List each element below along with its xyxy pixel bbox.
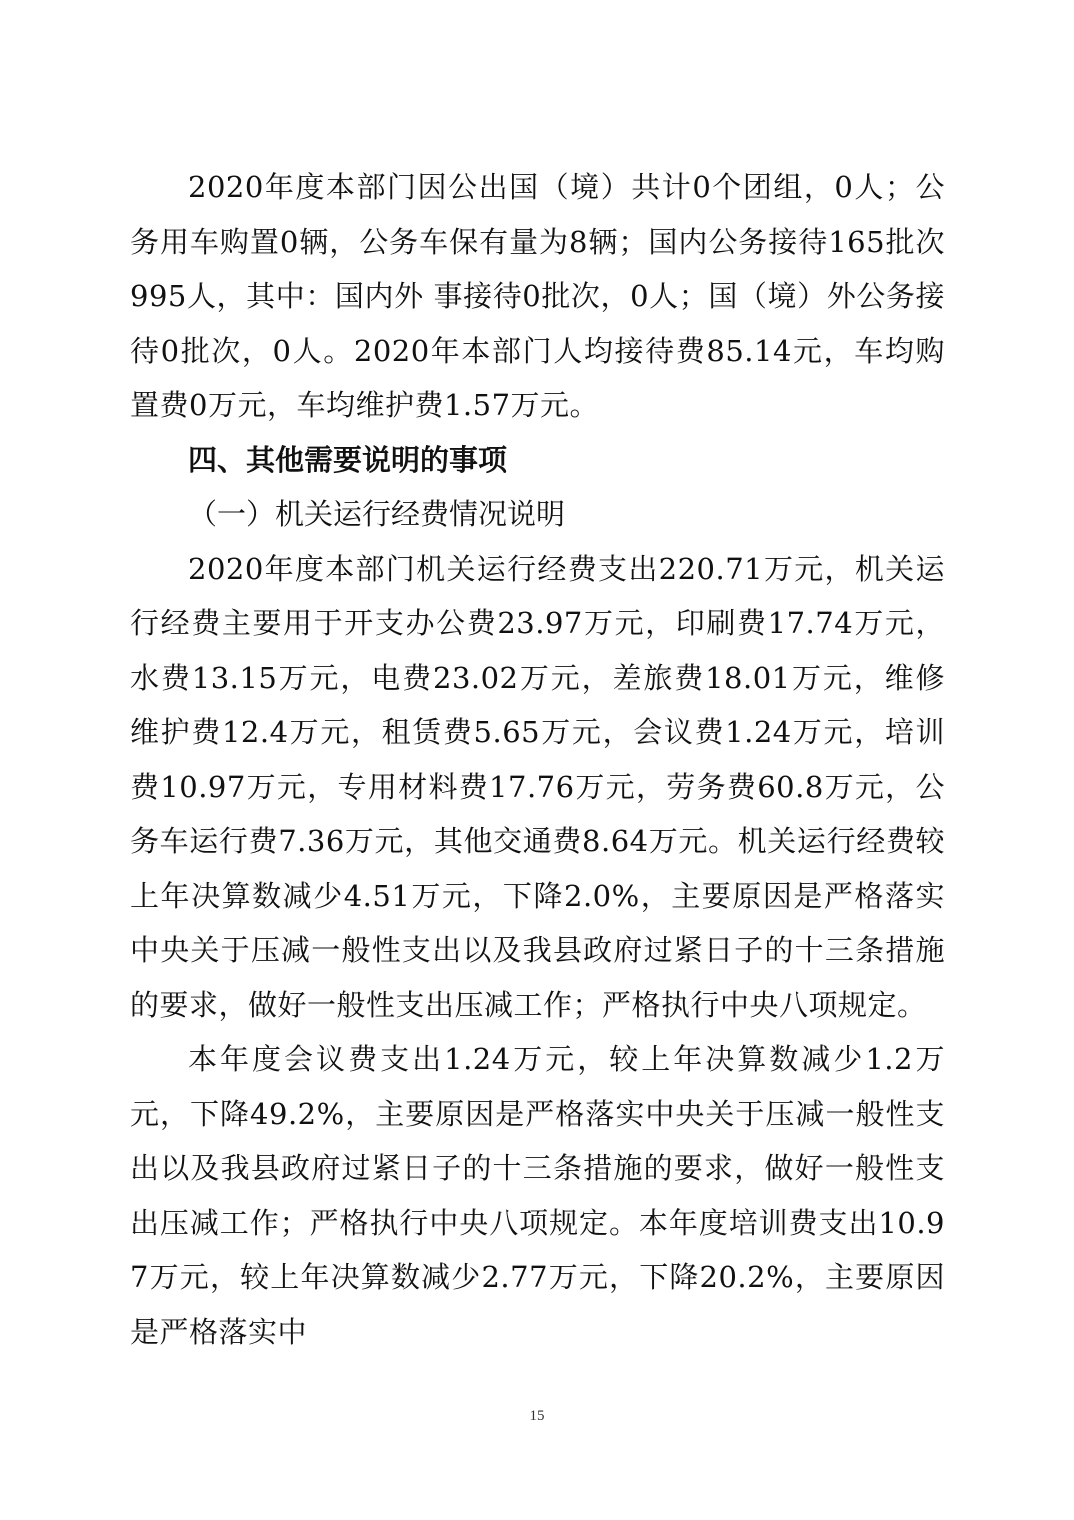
document-body (130, 160, 945, 1359)
page-number: 15 (529, 1408, 545, 1424)
section-heading: 四、其他需要说明的事项 (188, 442, 508, 477)
paragraph-official-reception: 2020年度本部门因公出国（境）共计0个团组，0人；公务用车购置0辆，公务车保有量为8辆；国内公务接待165批次995人，其中：国内外 事接待0批次，0人；国（境）外公务接待0批次，0人。2020年本部门人均接待费85.14元，车均购置费0万元，车均维护费1.57万元。 (130, 170, 945, 422)
paragraph-operating-expenses: 2020年度本部门机关运行经费支出220.71万元，机关运行经费主要用于开支办公费23.97万元，印刷费17.74万元，水费13.15万元，电费23.02万元，差旅费18.01万元，维修维护费12.4万元，租赁费5.65万元，会议费1.24万元，培训费10.97万元，专用材料费17.76万元，劳务费60.8万元，公务车运行费7.36万元，其他交通费8.64万元。机关运行经费较上年决算数减少4.51万元，下降2.0%，主要原因是严格落实中央关于压减一般性支出以及我县政府过紧日子的十三条措施的要求，做好一般性支出压减工作；严格执行中央八项规定。 (130, 551, 945, 1022)
paragraph-meeting-training-fees: 本年度会议费支出1.24万元，较上年决算数减少1.2万元，下降49.2%，主要原因是严格落实中央关于压减一般性支出以及我县政府过紧日子的十三条措施的要求，做好一般性支出压减工作；严格执行中央八项规定。本年度培训费支出10.97万元，较上年决算数减少2.77万元，下降20.2%，主要原因是严格落实中 (130, 1042, 945, 1349)
subsection-heading: （一）机关运行经费情况说明 (188, 497, 566, 531)
